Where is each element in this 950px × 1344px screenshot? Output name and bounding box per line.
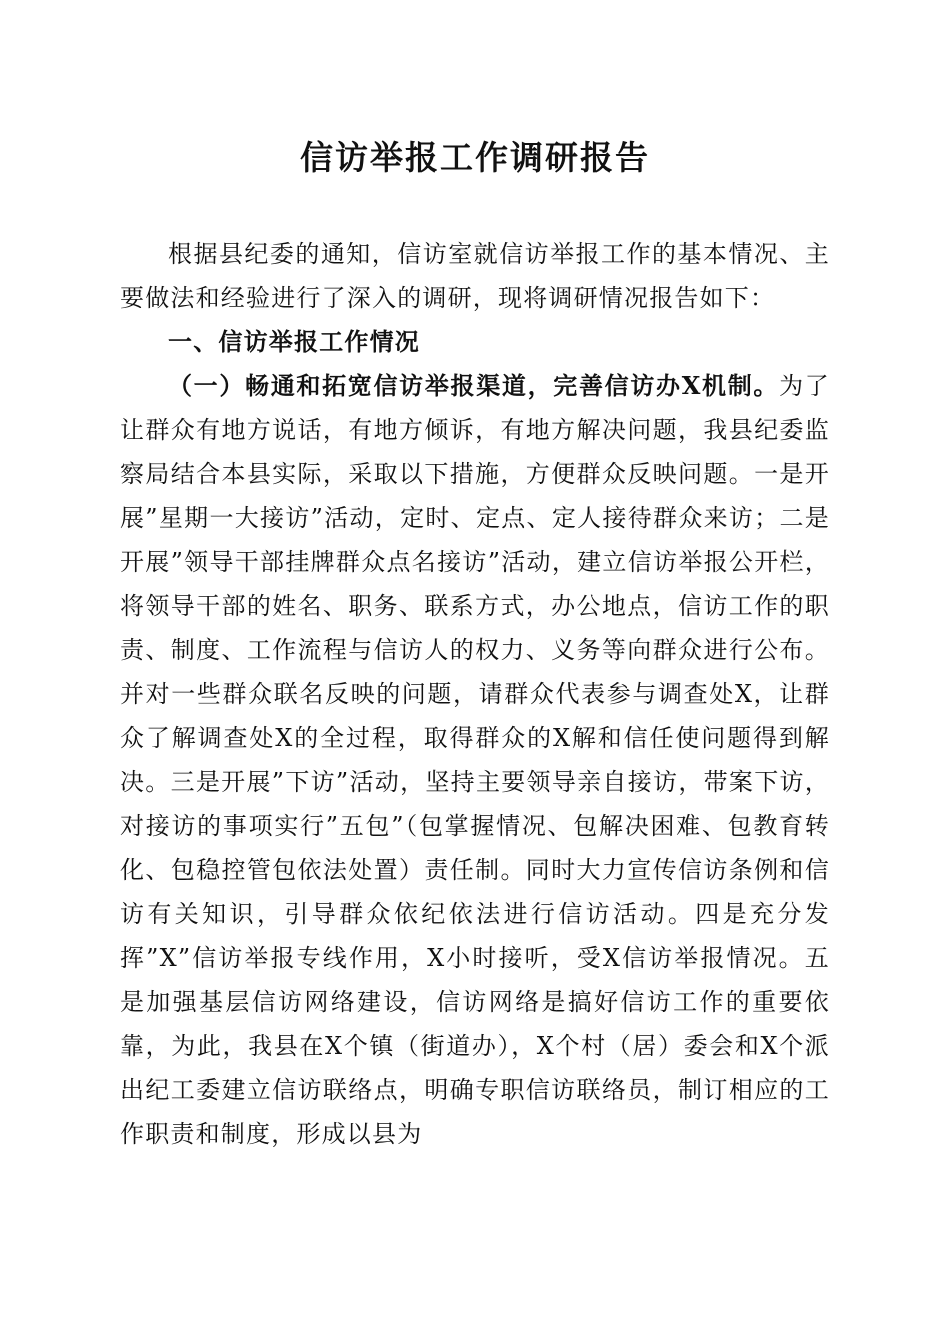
section-heading: 一、信访举报工作情况 [168, 328, 420, 356]
intro-paragraph: 根据县纪委的通知，信访室就信访举报工作的基本情况、主要做法和经验进行了深入的调研，现将调研情况报告如下： [120, 240, 830, 312]
subsection-paragraph [120, 364, 830, 1156]
subsection-body: 为了让群众有地方说话，有地方倾诉，有地方解决问题，我县纪委监察局结合本县实际，采取以下措施，方便群众反映问题。一是开展”星期一大接访”活动，定时、定点、定人接待群众来访；二是开展”领导干部挂牌群众点名接访”活动，建立信访举报公开栏，将领导干部的姓名、职务、联系方式，办公地点，信访工作的职责、制度、工作流程与信访人的权力、义务等向群众进行公布。并对一些群众联名反映的问题，请群众代表参与调查处X，让群众了解调查处X的全过程，取得群众的X解和信任使问题得到解决。三是开展”下访”活动，坚持主要领导亲自接访，带案下访，对接访的事项实行”五包”（包掌握情况、包解决困难、包教育转化、包稳控管包依法处置）责任制。同时大力宣传信访条例和信访有关知识，引导群众依纪依法进行信访活动。四是充分发挥”X”信访举报专线作用，X小时接听，受X信访举报情况。五是加强基层信访网络建设，信访网络是搞好信访工作的重要依靠，为此，我县在X个镇（街道办），X个村（居）委会和X个派出纪工委建立信访联络点，明确专职信访联络员，制订相应的工作职责和制度，形成以县为 [120, 372, 830, 1148]
document-title: 信访举报工作调研报告 [300, 138, 650, 177]
document-body [120, 232, 830, 1156]
subsection-lead: （一）畅通和拓宽信访举报渠道，完善信访办X机制。 [168, 371, 780, 400]
